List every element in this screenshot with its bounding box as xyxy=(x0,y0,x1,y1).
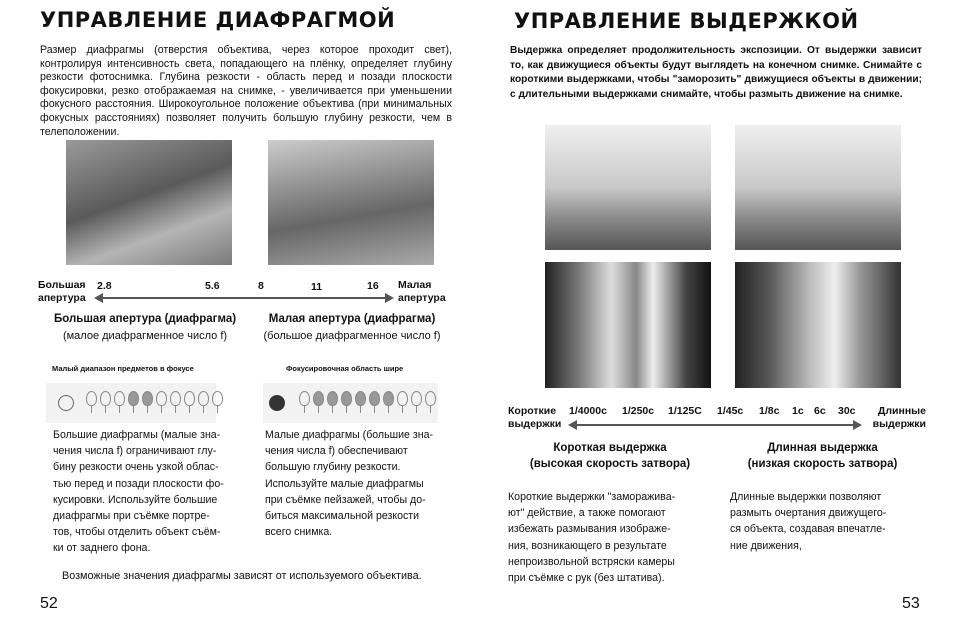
photo-waterfall-fast xyxy=(545,262,711,388)
speed: 1/8c xyxy=(759,405,780,417)
diagram-narrow-focus xyxy=(46,383,216,423)
small-aperture-text: Малые диафрагмы (большие зна- чения числа f) обеспечивают большую глубину резкости. Используйте малые диафрагмы при съёмке пейзажей, чтобы до- биться максимальной резкости всего снимка. xyxy=(265,429,433,539)
shutter-intro: Выдержка определяет продолжительность экспозиции. От выдержки зависит то, как движущиеся объекты будут выглядеть на конечном снимке. Снимайте с короткими выдержками, чтобы "заморозить" движущиеся объекты в движении; с длительными выдержками снимайте, чтобы размыть движение на снимке. xyxy=(510,45,922,100)
caption-wide-focus: Фокусировочная область шире xyxy=(286,364,404,373)
shutter-scale-left-label: Короткие выдержки xyxy=(508,405,562,430)
wide-aperture-text: Большие диафрагмы (малые зна- чения числа f) ограничивают глу- бину резкости очень узкой облас- тью перед и позади плоскости фо- кусировки. Используйте большие диафрагмы при съёмке портре- тов, чтобы отделить объект съём- ки от заднего фона. xyxy=(53,429,224,555)
short-shutter-text: Короткие выдержки "замораживa- ют" действие, а также помогают избежать размывания изображе- ния, возникающего в результате непроизвольной встряски камеры при съёмке с рук (без штатива). xyxy=(508,491,676,585)
speed: 30c xyxy=(838,405,856,417)
stop: 16 xyxy=(367,280,379,292)
sub-small-aperture: (большое диафрагменное число f) xyxy=(263,330,441,342)
speed: 1/250c xyxy=(622,405,655,417)
page-title-shutter: УПРАВЛЕНИЕ ВЫДЕРЖКОЙ xyxy=(514,9,859,33)
photo-portrait-small-aperture xyxy=(268,140,434,265)
stop: 11 xyxy=(311,281,323,293)
label-small-aperture: Малая апертура (диафрагма) xyxy=(268,313,436,325)
label-short-shutter: Короткая выдержка xyxy=(553,442,667,454)
photo-cyclist-slow xyxy=(735,125,901,250)
long-shutter-text: Длинные выдержки позволяют размыть очертания движущего- ся объекта, создавая впечатле- ние движения, xyxy=(730,491,887,552)
scale-left-label: Большая апертура xyxy=(38,279,86,304)
page-number-left: 52 xyxy=(40,595,58,612)
speed: 1/4000c xyxy=(569,405,607,417)
shutter-scale-right-label: Длинные выдержки xyxy=(872,405,926,430)
page-number-right: 53 xyxy=(902,595,920,612)
sub-long-shutter: (низкая скорость затвора) xyxy=(747,458,898,470)
speed: 1/125C xyxy=(668,405,702,417)
aperture-arrow xyxy=(96,297,392,299)
small-aperture-icon xyxy=(269,395,285,411)
label-wide-aperture: Большая апертура (диафрагма) xyxy=(53,313,237,325)
photo-waterfall-slow xyxy=(735,262,901,388)
speed: 1c xyxy=(792,405,804,417)
diagram-wide-focus xyxy=(263,383,438,423)
caption-narrow-focus: Малый диапазон предметов в фокусе xyxy=(52,364,194,373)
speed: 6c xyxy=(814,405,826,417)
speed: 1/45c xyxy=(717,405,744,417)
aperture-note: Возможные значения диафрагмы зависят от используемого объектива. xyxy=(62,570,422,582)
sub-wide-aperture: (малое диафрагменное число f) xyxy=(62,330,228,342)
stop: 5.6 xyxy=(205,280,220,292)
aperture-intro: Размер диафрагмы (отверстия объектива, через которое проходит свет), контролируя интенсивность света, попадающего на плёнку, определяет глубину резкости фотоснимка. Глубина резкости - область перед и позади плоскости фокусировки, резко отображаемая на снимке, - увеличивается при уменьшении фокусного расстояния. Широкоугольное положение объектива (при минимальных фокусных расстояниях) позволяет получить большую глубину резкости, чем в телеположении. xyxy=(40,44,452,138)
label-long-shutter: Длинная выдержка xyxy=(767,442,878,454)
shutter-arrow xyxy=(570,424,860,426)
page-title-aperture: УПРАВЛЕНИЕ ДИАФРАГМОЙ xyxy=(40,8,396,32)
stop: 8 xyxy=(258,280,264,292)
photo-cyclist-fast xyxy=(545,125,711,250)
sub-short-shutter: (высокая скорость затвора) xyxy=(529,458,691,470)
scale-right-label: Малая апертура xyxy=(398,279,446,304)
photo-portrait-wide-aperture xyxy=(66,140,232,265)
stop: 2.8 xyxy=(97,280,112,292)
wide-aperture-icon xyxy=(58,395,74,411)
